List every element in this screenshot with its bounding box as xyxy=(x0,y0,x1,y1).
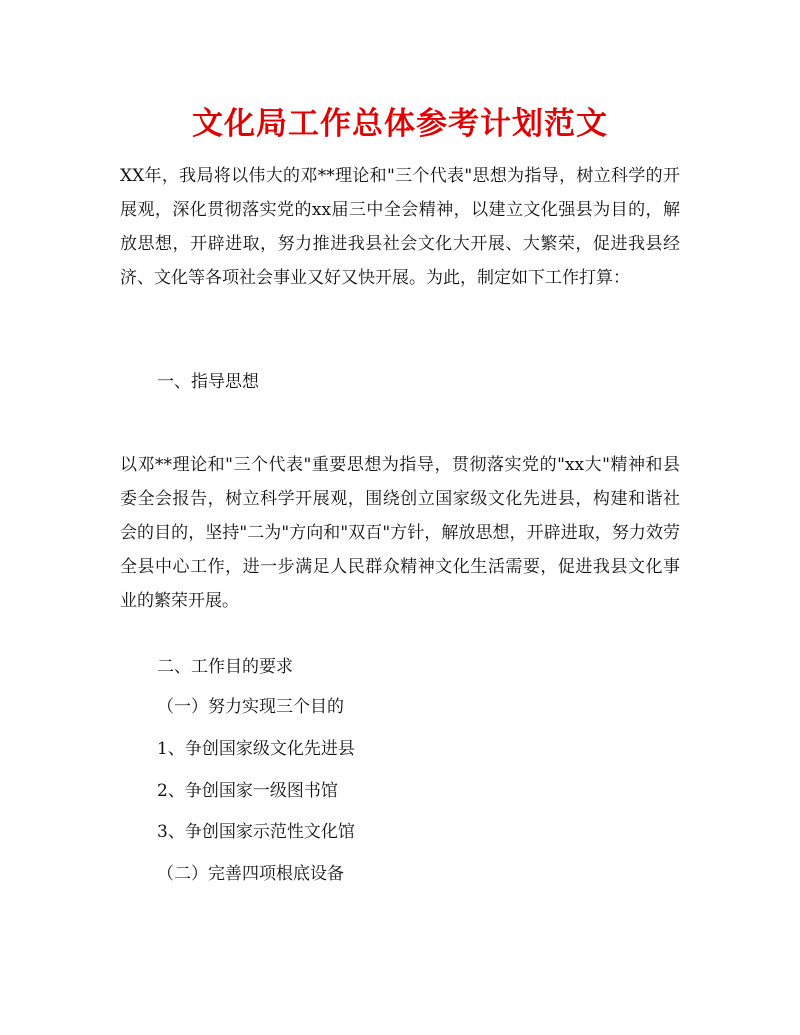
document-title: 文化局工作总体参考计划范文 xyxy=(192,106,608,142)
goal-item: 2、争创国家一级图书馆 xyxy=(157,781,338,801)
guiding-ideology-paragraph: 以邓**理论和"三个代表"重要思想为指导，贯彻落实党的"xx大"精神和县委全会报告，树立科学开展观，围绕创立国家级文化先进县，构建和谐社会的目的，坚持"二为"方向和"双百"方针，解放思想，开辟进取，努力效劳全县中心工作，进一步满足人民群众精神文化生活需要，促进我县文化事业的繁荣开展。 xyxy=(120,455,680,611)
subsection-heading-three-goals: （一）努力实现三个目的 xyxy=(157,697,344,717)
section-heading-guiding-ideology: 一、指导思想 xyxy=(157,372,259,392)
section-heading-work-goals: 二、工作目的要求 xyxy=(157,657,293,677)
goal-item: 3、争创国家示范性文化馆 xyxy=(157,822,355,842)
goal-item: 1、争创国家级文化先进县 xyxy=(157,739,355,759)
intro-paragraph: XX年，我局将以伟大的邓**理论和"三个代表"思想为指导，树立科学的开展观，深化贯彻落实党的xx届三中全会精神，以建立文化强县为目的，解放思想，开辟进取，努力推进我县社会文化大开展、大繁荣，促进我县经济、文化等各项社会事业又好又快开展。为此，制定如下工作打算： xyxy=(120,166,680,288)
subsection-heading-four-facilities: （二）完善四项根底设备 xyxy=(157,864,344,884)
